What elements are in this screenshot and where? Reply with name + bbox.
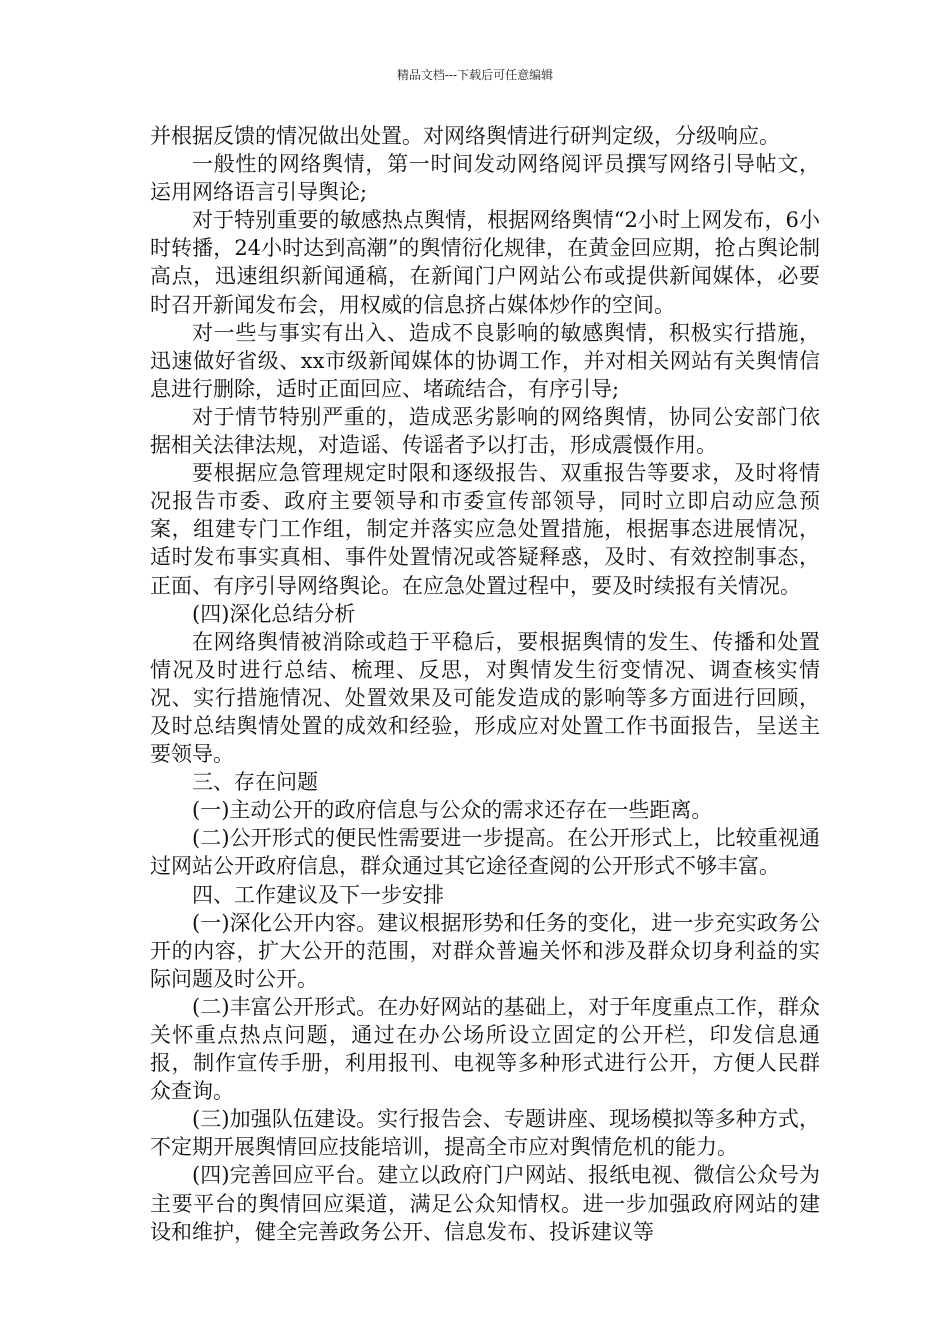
- page-header: 精品文档---下载后可任意编辑: [396, 68, 554, 82]
- paragraph: 并根据反馈的情况做出处置。对网络舆情进行研判定级，分级响应。: [150, 124, 780, 148]
- paragraph: 对于特别重要的敏感热点舆情，根据网络舆情“2小时上网发布，6小时转播，24小时达到高潮”的舆情衍化规律，在黄金回应期，抢占舆论制高点，迅速组织新闻通稿，在新闻门户网站公布或提供新闻媒体，必要时召开新闻发布会，用权威的信息挤占媒体炒作的空间。: [150, 208, 820, 317]
- paragraph: (一)深化公开内容。建议根据形势和任务的变化，进一步充实政务公开的内容，扩大公开的范围，对群众普遍关怀和涉及群众切身利益的实际问题及时公开。: [150, 910, 820, 991]
- paragraph: (四)完善回应平台。建立以政府门户网站、报纸电视、微信公众号为主要平台的舆情回应渠道，满足公众知情权。进一步加强政府网站的建设和维护，健全完善政务公开、信息发布、投诉建议等: [150, 1163, 820, 1244]
- paragraph: 对一些与事实有出入、造成不良影响的敏感舆情，积极实行措施，迅速做好省级、xx市级新闻媒体的协调工作，并对相关网站有关舆情信息进行删除，适时正面回应、堵疏结合，有序引导;: [150, 320, 820, 401]
- paragraph: (三)加强队伍建设。实行报告会、专题讲座、现场模拟等多种方式，不定期开展舆情回应技能培训，提高全市应对舆情危机的能力。: [150, 1107, 820, 1160]
- section-heading: (四)深化总结分析: [192, 601, 356, 626]
- document-body: [150, 122, 820, 1246]
- paragraph: 一般性的网络舆情，第一时间发动网络阅评员撰写网络引导帖文，运用网络语言引导舆论;: [150, 152, 820, 205]
- section-heading: 四、工作建议及下一步安排: [192, 882, 444, 907]
- paragraph: (二)公开形式的便民性需要进一步提高。在公开形式上，比较重视通过网站公开政府信息，群众通过其它途径查阅的公开形式不够丰富。: [150, 826, 820, 879]
- paragraph: 对于情节特别严重的，造成恶劣影响的网络舆情，协同公安部门依据相关法律法规，对造谣、传谣者予以打击，形成震慑作用。: [150, 404, 820, 458]
- paragraph: 要根据应急管理规定时限和逐级报告、双重报告等要求，及时将情况报告市委、政府主要领导和市委宣传部领导，同时立即启动应急预案，组建专门工作组，制定并落实应急处置措施，根据事态进展情况，适时发布事实真相、事件处置情况或答疑释惑，及时、有效控制事态，正面、有序引导网络舆论。在应急处置过程中，要及时续报有关情况。: [150, 461, 820, 598]
- paragraph: (一)主动公开的政府信息与公众的需求还存在一些距离。: [192, 798, 713, 823]
- paragraph: (二)丰富公开形式。在办好网站的基础上，对于年度重点工作，群众关怀重点热点问题，通过在办公场所设立固定的公开栏，印发信息通报，制作宣传手册，利用报刊、电视等多种形式进行公开，方便人民群众查询。: [150, 994, 820, 1104]
- paragraph: 在网络舆情被消除或趋于平稳后，要根据舆情的发生、传播和处置情况及时进行总结、梳理、反思，对舆情发生衍变情况、调查核实情况、实行措施情况、处置效果及可能发造成的影响等多方面进行回顾，及时总结舆情处置的成效和经验，形成应对处置工作书面报告，呈送主要领导。: [150, 629, 820, 767]
- section-heading: 三、存在问题: [192, 770, 318, 795]
